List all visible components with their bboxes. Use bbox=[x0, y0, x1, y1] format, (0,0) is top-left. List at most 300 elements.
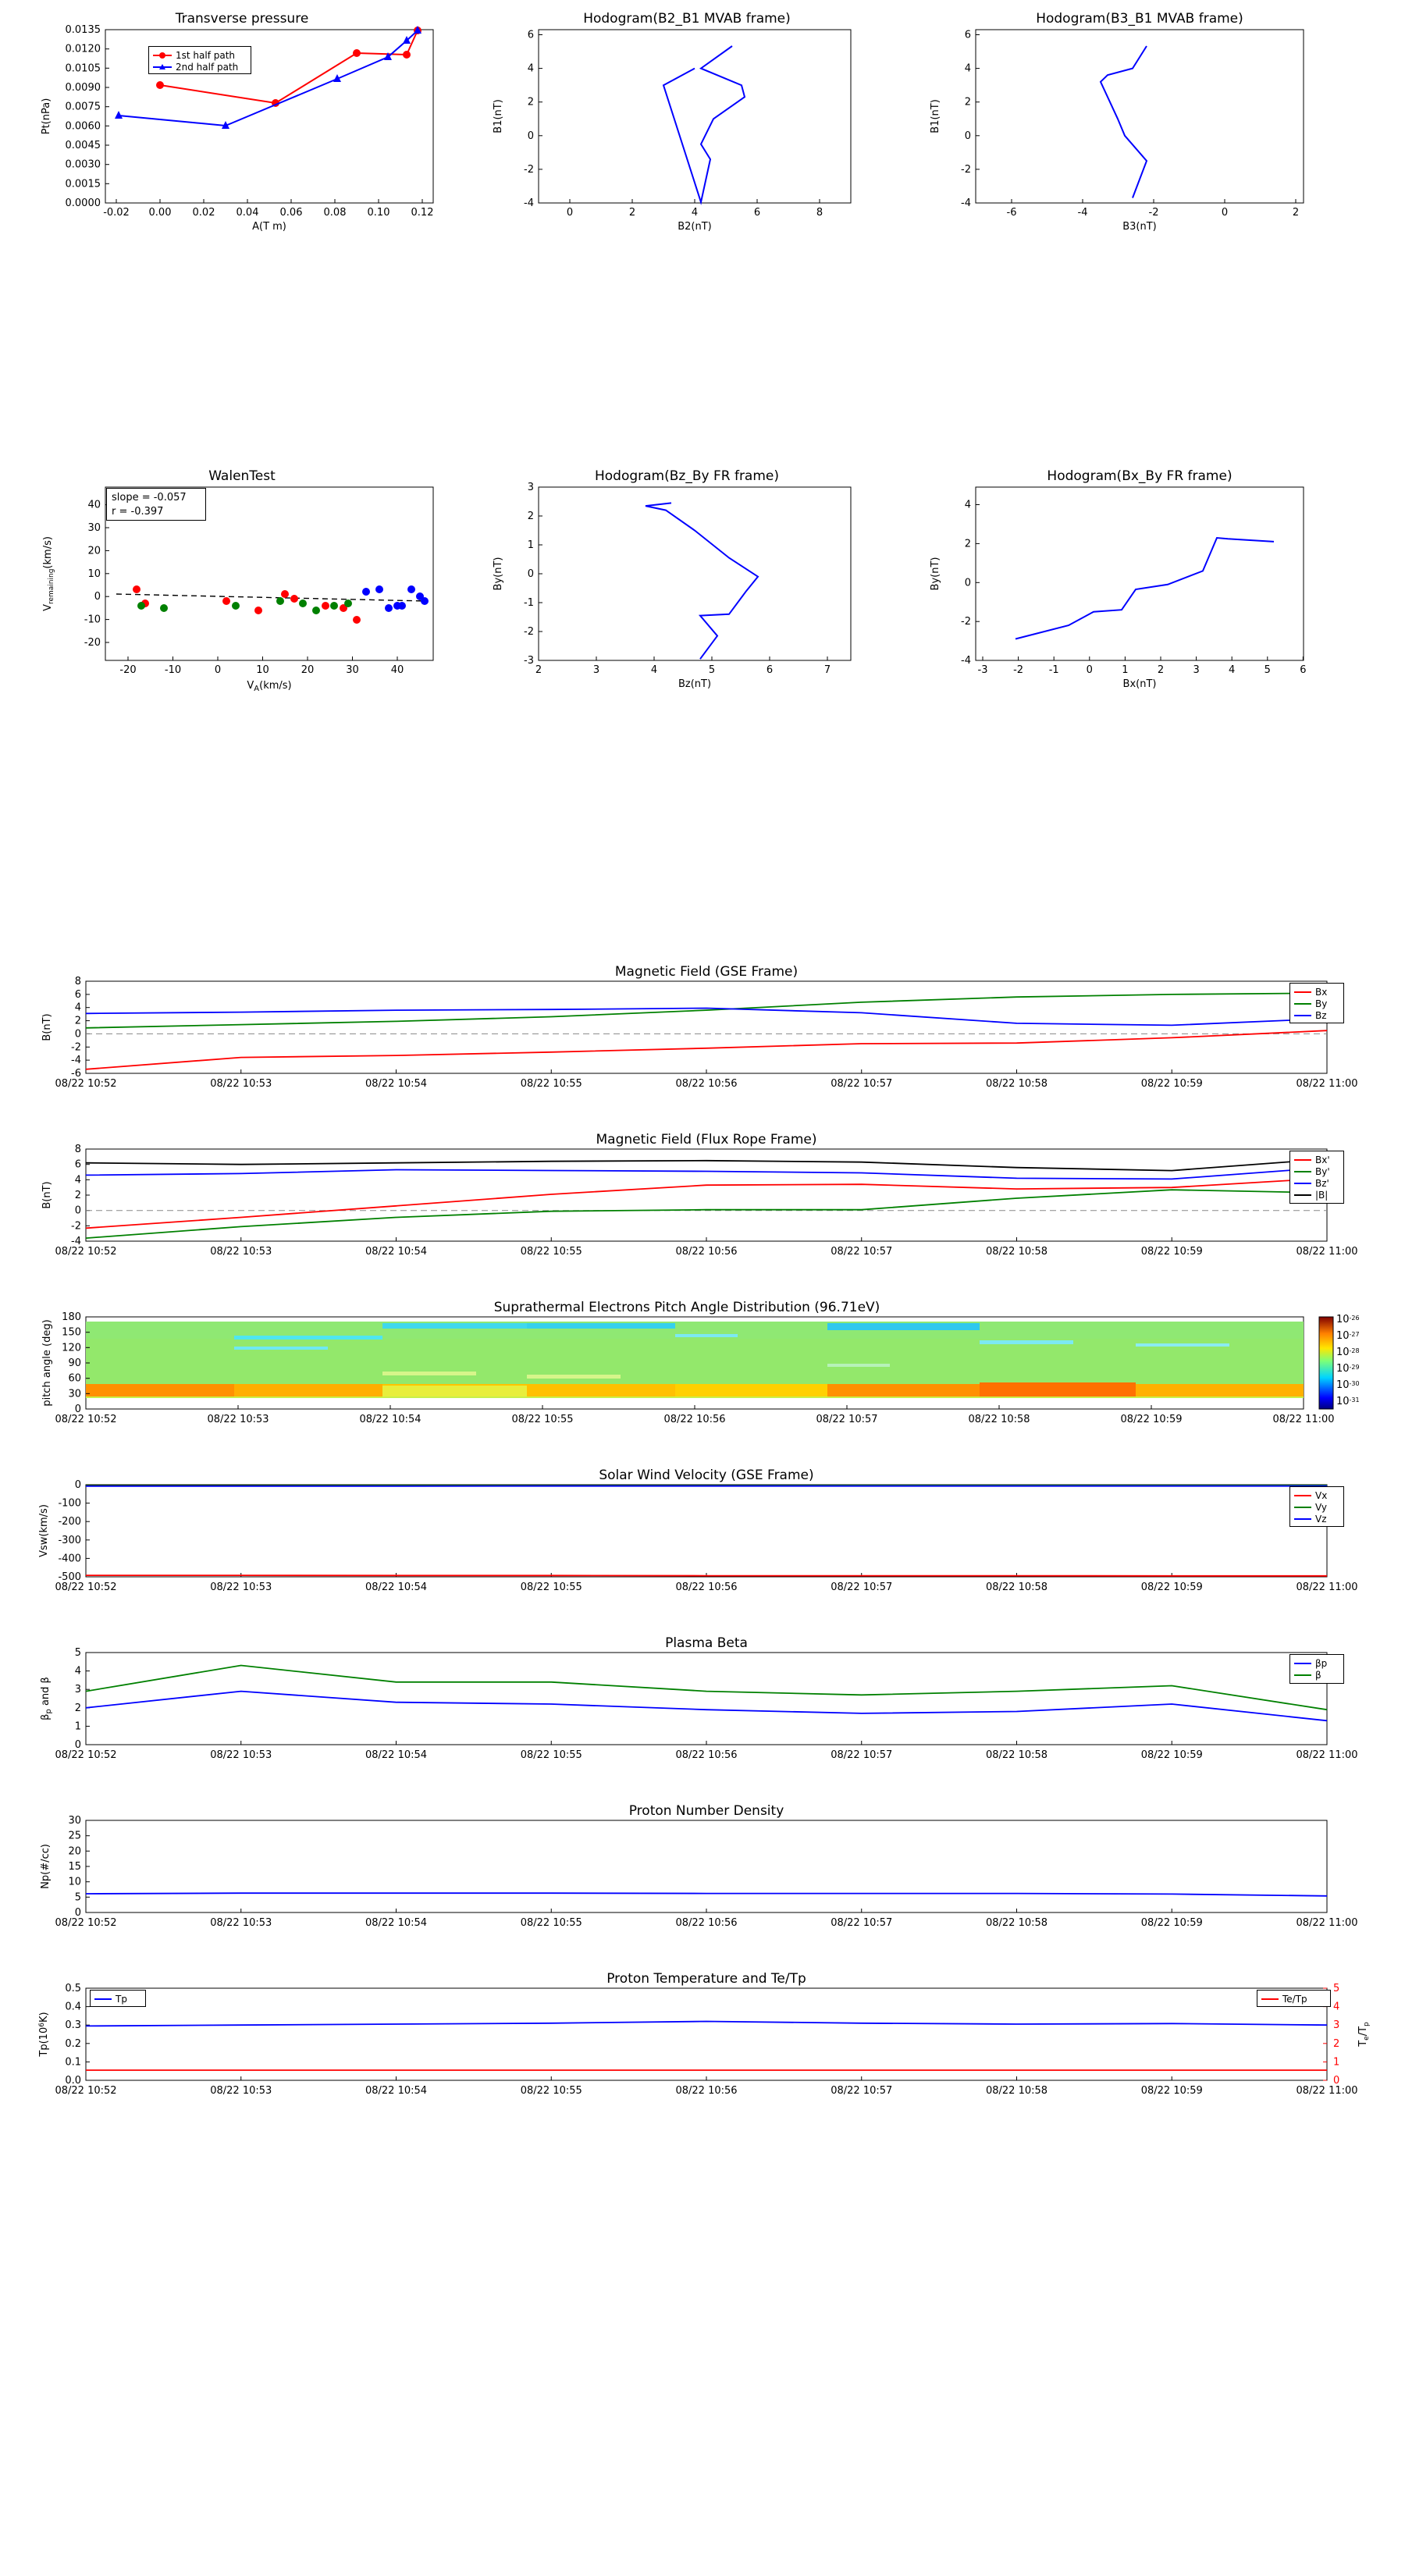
y-axis-label: Vsw(km/s) bbox=[38, 1504, 50, 1557]
svg-text:2: 2 bbox=[527, 511, 534, 522]
legend-label: Vx bbox=[1315, 1489, 1328, 1501]
series-vx bbox=[86, 1575, 1327, 1576]
svg-text:2: 2 bbox=[1157, 664, 1165, 676]
x-axis-label: A(T m) bbox=[252, 221, 286, 233]
panel-title-text: Proton Temperature and Te/Tp bbox=[606, 1971, 806, 1987]
svg-text:40: 40 bbox=[87, 499, 101, 511]
y-axis-label: B1(nT) bbox=[493, 99, 504, 133]
svg-text:-400: -400 bbox=[58, 1553, 81, 1565]
y-axis-label: pitch angle (deg) bbox=[41, 1319, 53, 1407]
svg-text:2: 2 bbox=[1333, 2037, 1340, 2050]
temperature-legend-left bbox=[90, 1990, 146, 2007]
legend-marker-triangle-blue bbox=[153, 63, 172, 71]
legend-label: By' bbox=[1315, 1165, 1330, 1177]
svg-text:08/22 10:57: 08/22 10:57 bbox=[831, 1246, 893, 1258]
svg-text:0.02: 0.02 bbox=[192, 207, 215, 219]
svg-text:08/22 10:58: 08/22 10:58 bbox=[985, 2085, 1048, 2097]
legend-label: βp bbox=[1315, 1657, 1328, 1669]
legend-label: Vz bbox=[1315, 1513, 1327, 1525]
transverse-pressure-plot bbox=[31, 11, 453, 237]
svg-text:7: 7 bbox=[823, 664, 831, 676]
panel-title: Hodogram(B3_B1 MVAB frame) bbox=[1036, 11, 1243, 27]
svg-text:0: 0 bbox=[1221, 207, 1229, 219]
svg-text:6: 6 bbox=[753, 207, 761, 219]
svg-text:10-27: $10^{-27}$ bbox=[1336, 1330, 1360, 1342]
x-axis-label: B2(nT) bbox=[678, 221, 712, 233]
svg-text:10: 10 bbox=[256, 664, 269, 676]
svg-text:4: 4 bbox=[691, 207, 699, 219]
svg-text:08/22 11:00: 08/22 11:00 bbox=[1296, 1917, 1358, 1929]
svg-text:0: 0 bbox=[527, 130, 534, 142]
panel-title: Magnetic Field (GSE Frame) bbox=[614, 964, 799, 980]
svg-text:4: 4 bbox=[74, 1174, 81, 1187]
svg-text:-1: -1 bbox=[1048, 664, 1059, 676]
beta-legend bbox=[1289, 1654, 1344, 1684]
legend-label: Te/Tp bbox=[1282, 1993, 1307, 2005]
legend-item-beta bbox=[1294, 1669, 1339, 1681]
svg-text:0: 0 bbox=[74, 1404, 81, 1415]
walen-test-plot bbox=[31, 468, 453, 703]
y-axis-label: By(nT) bbox=[493, 557, 504, 591]
pad-heatmap-plot bbox=[31, 1300, 1382, 1448]
svg-text:0.04: 0.04 bbox=[236, 207, 259, 219]
legend-item-by-prime bbox=[1294, 1165, 1339, 1177]
panel-title: Magnetic Field (Flux Rope Frame) bbox=[596, 1132, 817, 1147]
svg-text:5: 5 bbox=[1333, 1983, 1340, 1994]
y-axis-label: Np(#/cc) bbox=[40, 1844, 52, 1889]
legend-item-first-half bbox=[153, 49, 247, 61]
panel-title: Proton Number Density bbox=[628, 1803, 784, 1819]
svg-text:10-28: $10^{-28}$ bbox=[1336, 1347, 1360, 1358]
x-axis-label: Bx(nT) bbox=[1122, 678, 1157, 690]
svg-text:-200: -200 bbox=[58, 1516, 81, 1528]
svg-text:0.0090: 0.0090 bbox=[65, 82, 101, 94]
hodogram-b2b1-plot bbox=[484, 11, 890, 237]
y-axis-label: $V_{remaining}(km/s)$ bbox=[42, 536, 55, 611]
svg-text:0: 0 bbox=[74, 1907, 81, 1919]
panel-proton-density bbox=[31, 1803, 1382, 1952]
panel-hodogram-b3b1 bbox=[921, 11, 1358, 237]
svg-text:4: 4 bbox=[650, 664, 658, 676]
panel-hodogram-bxby bbox=[921, 468, 1358, 703]
legend-item-bx-prime bbox=[1294, 1154, 1339, 1165]
svg-text:0: 0 bbox=[566, 207, 574, 219]
temperature-legend-right bbox=[1257, 1990, 1331, 2007]
magnetic-field-gse-plot bbox=[31, 964, 1382, 1112]
svg-text:08/22 10:59: 08/22 10:59 bbox=[1140, 2085, 1203, 2097]
svg-text:08/22 10:52: 08/22 10:52 bbox=[55, 1414, 117, 1425]
svg-text:0: 0 bbox=[1333, 2075, 1340, 2087]
svg-text:08/22 10:59: 08/22 10:59 bbox=[1140, 1078, 1203, 1090]
hodogram-b3b1-plot bbox=[921, 11, 1358, 237]
svg-text:08/22 10:53: 08/22 10:53 bbox=[210, 2085, 272, 2097]
svg-text:08/22 10:54: 08/22 10:54 bbox=[365, 1078, 428, 1090]
svg-text:08/22 10:57: 08/22 10:57 bbox=[831, 2085, 893, 2097]
svg-text:-6: -6 bbox=[71, 1068, 81, 1080]
proton-density-plot bbox=[31, 1803, 1382, 1952]
svg-text:4: 4 bbox=[74, 1002, 81, 1014]
svg-text:-0.02: -0.02 bbox=[103, 207, 130, 219]
colorbar bbox=[1319, 1317, 1333, 1409]
svg-text:08/22 10:52: 08/22 10:52 bbox=[55, 1917, 117, 1929]
svg-text:10: 10 bbox=[68, 1876, 81, 1888]
walen-annotation bbox=[106, 488, 206, 521]
svg-text:2: 2 bbox=[628, 207, 636, 219]
mag-fr-legend bbox=[1289, 1151, 1344, 1204]
svg-text:60: 60 bbox=[68, 1372, 81, 1385]
svg-text:-10: -10 bbox=[164, 664, 182, 676]
svg-text:5: 5 bbox=[708, 664, 716, 676]
svg-text:0: 0 bbox=[1086, 664, 1093, 676]
svg-text:4: 4 bbox=[1333, 2001, 1340, 2013]
svg-text:08/22 10:59: 08/22 10:59 bbox=[1140, 1917, 1203, 1929]
svg-text:6: 6 bbox=[766, 664, 774, 676]
x-axis-label: B3(nT) bbox=[1122, 221, 1157, 233]
svg-text:-20: -20 bbox=[84, 637, 101, 649]
svg-text:-4: -4 bbox=[524, 197, 534, 209]
panel-title: WalenTest bbox=[208, 468, 276, 484]
svg-text:30: 30 bbox=[68, 1388, 81, 1400]
svg-text:08/22 10:55: 08/22 10:55 bbox=[520, 1582, 582, 1593]
magnetic-field-fr-plot bbox=[31, 1132, 1382, 1280]
svg-text:08/22 10:56: 08/22 10:56 bbox=[675, 1582, 738, 1593]
hodogram-bxby-plot bbox=[921, 468, 1358, 703]
svg-text:08/22 10:58: 08/22 10:58 bbox=[985, 1078, 1048, 1090]
svg-text:10-26: $10^{-26}$ bbox=[1336, 1314, 1360, 1325]
svg-text:2: 2 bbox=[74, 1702, 81, 1714]
svg-text:20: 20 bbox=[68, 1845, 81, 1858]
legend-item-vy bbox=[1294, 1501, 1339, 1513]
svg-text:20: 20 bbox=[301, 664, 315, 676]
svg-text:0.00: 0.00 bbox=[148, 207, 172, 219]
svg-text:4: 4 bbox=[527, 62, 534, 75]
svg-text:-3: -3 bbox=[977, 664, 988, 676]
svg-text:150: 150 bbox=[62, 1326, 81, 1339]
svg-text:5: 5 bbox=[74, 1647, 81, 1659]
svg-text:08/22 10:55: 08/22 10:55 bbox=[520, 1749, 582, 1761]
svg-text:-6: -6 bbox=[1006, 207, 1017, 219]
svg-text:90: 90 bbox=[68, 1357, 81, 1369]
panel-solar-wind-velocity bbox=[31, 1468, 1382, 1616]
x-axis-label: Bz(nT) bbox=[678, 678, 712, 690]
svg-text:0.10: 0.10 bbox=[367, 207, 390, 219]
y-axis-label: $Tp(10^6K)$ bbox=[38, 2012, 50, 2057]
svg-text:08/22 10:56: 08/22 10:56 bbox=[675, 1917, 738, 1929]
svg-text:3: 3 bbox=[74, 1684, 81, 1696]
svg-text:0.0120: 0.0120 bbox=[65, 43, 101, 55]
svg-text:08/22 11:00: 08/22 11:00 bbox=[1296, 1749, 1358, 1761]
legend-item-tp bbox=[94, 1993, 141, 2005]
svg-text:-4: -4 bbox=[961, 197, 971, 209]
panel-proton-temperature bbox=[31, 1971, 1382, 2127]
svg-text:08/22 10:56: 08/22 10:56 bbox=[675, 1246, 738, 1258]
svg-text:08/22 11:00: 08/22 11:00 bbox=[1296, 2085, 1358, 2097]
svg-text:08/22 10:56: 08/22 10:56 bbox=[663, 1414, 726, 1425]
mag-gse-legend bbox=[1289, 983, 1344, 1023]
svg-text:8: 8 bbox=[816, 207, 823, 219]
svg-text:0: 0 bbox=[74, 1028, 81, 1041]
svg-text:5: 5 bbox=[74, 1891, 81, 1904]
plasma-beta-plot bbox=[31, 1635, 1382, 1784]
svg-text:2: 2 bbox=[535, 664, 542, 676]
svg-text:-2: -2 bbox=[524, 626, 534, 638]
svg-text:-100: -100 bbox=[58, 1497, 81, 1510]
panel-title: Hodogram(Bz_By FR frame) bbox=[594, 468, 780, 484]
legend-item-bz bbox=[1294, 1009, 1339, 1021]
svg-text:08/22 10:54: 08/22 10:54 bbox=[365, 1917, 428, 1929]
panel-title bbox=[31, 1971, 1382, 1987]
svg-text:08/22 11:00: 08/22 11:00 bbox=[1296, 1078, 1358, 1090]
svg-text:08/22 10:56: 08/22 10:56 bbox=[675, 1078, 738, 1090]
svg-text:-4: -4 bbox=[961, 655, 971, 667]
legend-item-by bbox=[1294, 998, 1339, 1009]
legend-label: Bz' bbox=[1315, 1177, 1329, 1189]
legend-label: 1st half path bbox=[176, 49, 236, 61]
svg-text:-2: -2 bbox=[524, 163, 534, 176]
svg-text:0.0060: 0.0060 bbox=[65, 120, 101, 133]
svg-text:40: 40 bbox=[390, 664, 404, 676]
svg-text:08/22 11:00: 08/22 11:00 bbox=[1272, 1414, 1335, 1425]
legend-label: By bbox=[1315, 998, 1328, 1009]
svg-text:08/22 10:58: 08/22 10:58 bbox=[985, 1749, 1048, 1761]
y-axis-label: B1(nT) bbox=[930, 99, 941, 133]
svg-text:08/22 10:53: 08/22 10:53 bbox=[210, 1917, 272, 1929]
hodogram-bzby-plot bbox=[484, 468, 890, 703]
svg-text:08/22 10:55: 08/22 10:55 bbox=[520, 1078, 582, 1090]
svg-text:08/22 10:59: 08/22 10:59 bbox=[1140, 1749, 1203, 1761]
svg-text:-10: -10 bbox=[84, 614, 101, 626]
panel-hodogram-b2b1 bbox=[484, 11, 890, 237]
legend-label: Tp bbox=[116, 1993, 127, 2005]
svg-text:0.0045: 0.0045 bbox=[65, 140, 101, 151]
legend-label: Bx' bbox=[1315, 1154, 1330, 1165]
svg-text:30: 30 bbox=[346, 664, 359, 676]
svg-text:180: 180 bbox=[62, 1311, 81, 1323]
svg-text:08/22 10:56: 08/22 10:56 bbox=[675, 2085, 738, 2097]
svg-text:5: 5 bbox=[1264, 664, 1271, 676]
svg-text:08/22 10:57: 08/22 10:57 bbox=[816, 1414, 878, 1425]
svg-text:08/22 10:59: 08/22 10:59 bbox=[1140, 1246, 1203, 1258]
svg-text:6: 6 bbox=[527, 29, 534, 41]
svg-text:08/22 10:52: 08/22 10:52 bbox=[55, 1078, 117, 1090]
svg-text:20: 20 bbox=[87, 545, 101, 557]
svg-text:10-30: $10^{-30}$ bbox=[1336, 1379, 1360, 1391]
panel-title: Hodogram(Bx_By FR frame) bbox=[1047, 468, 1232, 484]
svg-text:0.0075: 0.0075 bbox=[65, 101, 101, 113]
panel-walen-test bbox=[31, 468, 453, 703]
svg-text:08/22 10:54: 08/22 10:54 bbox=[359, 1414, 422, 1425]
svg-text:08/22 10:55: 08/22 10:55 bbox=[520, 1246, 582, 1258]
legend-item-bx bbox=[1294, 986, 1339, 998]
svg-text:4: 4 bbox=[1229, 664, 1236, 676]
svg-text:08/22 10:57: 08/22 10:57 bbox=[831, 1749, 893, 1761]
legend-label: β bbox=[1315, 1669, 1321, 1681]
svg-text:0.0030: 0.0030 bbox=[65, 158, 101, 171]
svg-text:4: 4 bbox=[964, 62, 971, 75]
svg-text:08/22 10:54: 08/22 10:54 bbox=[365, 2085, 428, 2097]
svg-text:08/22 10:54: 08/22 10:54 bbox=[365, 1246, 428, 1258]
svg-text:08/22 10:58: 08/22 10:58 bbox=[985, 1246, 1048, 1258]
svg-text:08/22 10:52: 08/22 10:52 bbox=[55, 1582, 117, 1593]
svg-text:30: 30 bbox=[68, 1815, 81, 1827]
svg-text:08/22 10:53: 08/22 10:53 bbox=[210, 1582, 272, 1593]
svg-text:0.0000: 0.0000 bbox=[65, 197, 101, 209]
legend-label: 2nd half path bbox=[176, 61, 239, 73]
svg-text:-2: -2 bbox=[71, 1041, 81, 1054]
panel-plasma-beta bbox=[31, 1635, 1382, 1784]
svg-text:08/22 10:53: 08/22 10:53 bbox=[210, 1078, 272, 1090]
legend-item-vz bbox=[1294, 1513, 1339, 1525]
svg-text:4: 4 bbox=[74, 1665, 81, 1678]
svg-text:15: 15 bbox=[68, 1861, 81, 1873]
svg-text:0.0015: 0.0015 bbox=[65, 178, 101, 190]
y-axis-label-right: $T_e/T_p$ bbox=[1357, 2022, 1371, 2047]
svg-text:8: 8 bbox=[74, 976, 81, 987]
y-axis-label: B(nT) bbox=[41, 1181, 53, 1209]
svg-text:0.1: 0.1 bbox=[65, 2056, 81, 2069]
svg-text:10: 10 bbox=[87, 568, 101, 580]
svg-text:08/22 10:52: 08/22 10:52 bbox=[55, 1246, 117, 1258]
svg-text:2: 2 bbox=[964, 538, 971, 550]
svg-text:08/22 11:00: 08/22 11:00 bbox=[1296, 1582, 1358, 1593]
svg-text:-1: -1 bbox=[524, 597, 534, 609]
svg-text:08/22 10:58: 08/22 10:58 bbox=[985, 1917, 1048, 1929]
velocity-legend bbox=[1289, 1486, 1344, 1527]
legend-item-second-half bbox=[153, 61, 247, 73]
legend-label: |B| bbox=[1315, 1189, 1329, 1201]
svg-text:-2: -2 bbox=[1148, 207, 1159, 219]
svg-text:0.08: 0.08 bbox=[323, 207, 347, 219]
svg-text:-2: -2 bbox=[961, 163, 971, 176]
svg-text:0: 0 bbox=[94, 591, 101, 603]
legend-item-bz-prime bbox=[1294, 1177, 1339, 1189]
svg-text:0: 0 bbox=[964, 577, 971, 589]
y-axis-label: By(nT) bbox=[930, 557, 941, 591]
panel-pitch-angle-distribution bbox=[31, 1300, 1382, 1448]
svg-text:08/22 10:58: 08/22 10:58 bbox=[968, 1414, 1030, 1425]
svg-text:0.0135: 0.0135 bbox=[65, 24, 101, 36]
svg-text:4: 4 bbox=[964, 499, 971, 511]
svg-text:08/22 11:00: 08/22 11:00 bbox=[1296, 1246, 1358, 1258]
svg-text:6: 6 bbox=[74, 988, 81, 1001]
legend-label: Bz bbox=[1315, 1009, 1327, 1021]
legend-label: Vy bbox=[1315, 1501, 1327, 1513]
panel-transverse-pressure bbox=[31, 11, 453, 237]
svg-text:0: 0 bbox=[74, 1204, 81, 1217]
svg-text:-4: -4 bbox=[71, 1055, 81, 1067]
svg-text:6: 6 bbox=[74, 1158, 81, 1171]
svg-text:08/22 10:59: 08/22 10:59 bbox=[1120, 1414, 1183, 1425]
svg-text:120: 120 bbox=[62, 1342, 81, 1354]
proton-temperature-plot bbox=[31, 1971, 1382, 2127]
svg-text:1: 1 bbox=[1122, 664, 1129, 676]
svg-text:-2: -2 bbox=[71, 1220, 81, 1233]
svg-text:0.3: 0.3 bbox=[65, 2019, 81, 2032]
svg-text:-4: -4 bbox=[71, 1236, 81, 1247]
svg-text:08/22 10:53: 08/22 10:53 bbox=[210, 1749, 272, 1761]
svg-text:08/22 10:54: 08/22 10:54 bbox=[365, 1582, 428, 1593]
transverse-pressure-legend bbox=[148, 46, 251, 74]
svg-text:0.0105: 0.0105 bbox=[65, 62, 101, 75]
svg-text:08/22 10:59: 08/22 10:59 bbox=[1140, 1582, 1203, 1593]
svg-text:0.4: 0.4 bbox=[65, 2001, 81, 2013]
svg-text:08/22 10:53: 08/22 10:53 bbox=[207, 1414, 269, 1425]
svg-text:1: 1 bbox=[527, 539, 534, 551]
svg-text:1: 1 bbox=[1333, 2056, 1340, 2069]
svg-text:2: 2 bbox=[527, 96, 534, 109]
panel-title: Solar Wind Velocity (GSE Frame) bbox=[599, 1468, 814, 1483]
svg-text:3: 3 bbox=[527, 482, 534, 493]
panel-title: Hodogram(B2_B1 MVAB frame) bbox=[583, 11, 791, 27]
svg-text:0: 0 bbox=[74, 1479, 81, 1491]
legend-marker-circle-red bbox=[153, 52, 172, 59]
panel-magnetic-field-fr bbox=[31, 1132, 1382, 1280]
y-axis-label: Pt(nPa) bbox=[41, 98, 52, 135]
svg-text:08/22 10:57: 08/22 10:57 bbox=[831, 1917, 893, 1929]
legend-item-b-magnitude bbox=[1294, 1189, 1339, 1201]
legend-item-te-tp bbox=[1261, 1993, 1326, 2005]
svg-text:0.06: 0.06 bbox=[279, 207, 303, 219]
svg-text:08/22 10:52: 08/22 10:52 bbox=[55, 1749, 117, 1761]
svg-text:0: 0 bbox=[74, 1739, 81, 1751]
svg-text:0.5: 0.5 bbox=[65, 1983, 81, 1994]
svg-text:0.2: 0.2 bbox=[65, 2037, 81, 2050]
svg-text:8: 8 bbox=[74, 1144, 81, 1155]
svg-text:2: 2 bbox=[1292, 207, 1300, 219]
solar-wind-velocity-plot bbox=[31, 1468, 1382, 1616]
svg-text:08/22 10:57: 08/22 10:57 bbox=[831, 1582, 893, 1593]
panel-title: Transverse pressure bbox=[175, 11, 309, 27]
svg-text:08/22 10:58: 08/22 10:58 bbox=[985, 1582, 1048, 1593]
svg-text:08/22 10:57: 08/22 10:57 bbox=[831, 1078, 893, 1090]
svg-text:0: 0 bbox=[964, 130, 971, 142]
svg-text:3: 3 bbox=[1333, 2019, 1340, 2032]
svg-text:0.12: 0.12 bbox=[411, 207, 434, 219]
svg-text:08/22 10:52: 08/22 10:52 bbox=[55, 2085, 117, 2097]
legend-item-beta-p bbox=[1294, 1657, 1339, 1669]
svg-text:10-31: $10^{-31}$ bbox=[1336, 1396, 1360, 1407]
svg-text:30: 30 bbox=[87, 522, 101, 534]
svg-text:10-29: $10^{-29}$ bbox=[1336, 1363, 1360, 1375]
svg-text:-4: -4 bbox=[1077, 207, 1088, 219]
svg-text:-300: -300 bbox=[58, 1534, 81, 1546]
svg-text:6: 6 bbox=[964, 29, 971, 41]
walen-r: r = -0.397 bbox=[112, 505, 164, 518]
panel-title: Suprathermal Electrons Pitch Angle Distribution (96.71eV) bbox=[493, 1300, 880, 1315]
x-axis-label: $V_A(km/s)$ bbox=[247, 680, 292, 693]
panel-hodogram-bzby bbox=[484, 468, 890, 703]
panel-magnetic-field-gse bbox=[31, 964, 1382, 1112]
panel-title: Plasma Beta bbox=[665, 1635, 748, 1651]
legend-label: Bx bbox=[1315, 986, 1328, 998]
svg-text:2: 2 bbox=[74, 1015, 81, 1027]
svg-text:08/22 10:54: 08/22 10:54 bbox=[365, 1749, 428, 1761]
svg-text:1: 1 bbox=[74, 1720, 81, 1733]
y-axis-label: B(nT) bbox=[41, 1013, 53, 1041]
svg-text:2: 2 bbox=[964, 96, 971, 109]
svg-text:08/22 10:53: 08/22 10:53 bbox=[210, 1246, 272, 1258]
svg-text:08/22 10:55: 08/22 10:55 bbox=[511, 1414, 574, 1425]
svg-text:-2: -2 bbox=[961, 616, 971, 628]
svg-text:-2: -2 bbox=[1013, 664, 1024, 676]
svg-text:08/22 10:55: 08/22 10:55 bbox=[520, 1917, 582, 1929]
legend-item-vx bbox=[1294, 1489, 1339, 1501]
y-axis-label: $\beta_p$ and β bbox=[40, 1677, 53, 1720]
svg-text:0.0: 0.0 bbox=[65, 2075, 81, 2087]
svg-text:-500: -500 bbox=[58, 1571, 81, 1583]
svg-text:08/22 10:56: 08/22 10:56 bbox=[675, 1749, 738, 1761]
walen-slope: slope = -0.057 bbox=[112, 492, 187, 503]
